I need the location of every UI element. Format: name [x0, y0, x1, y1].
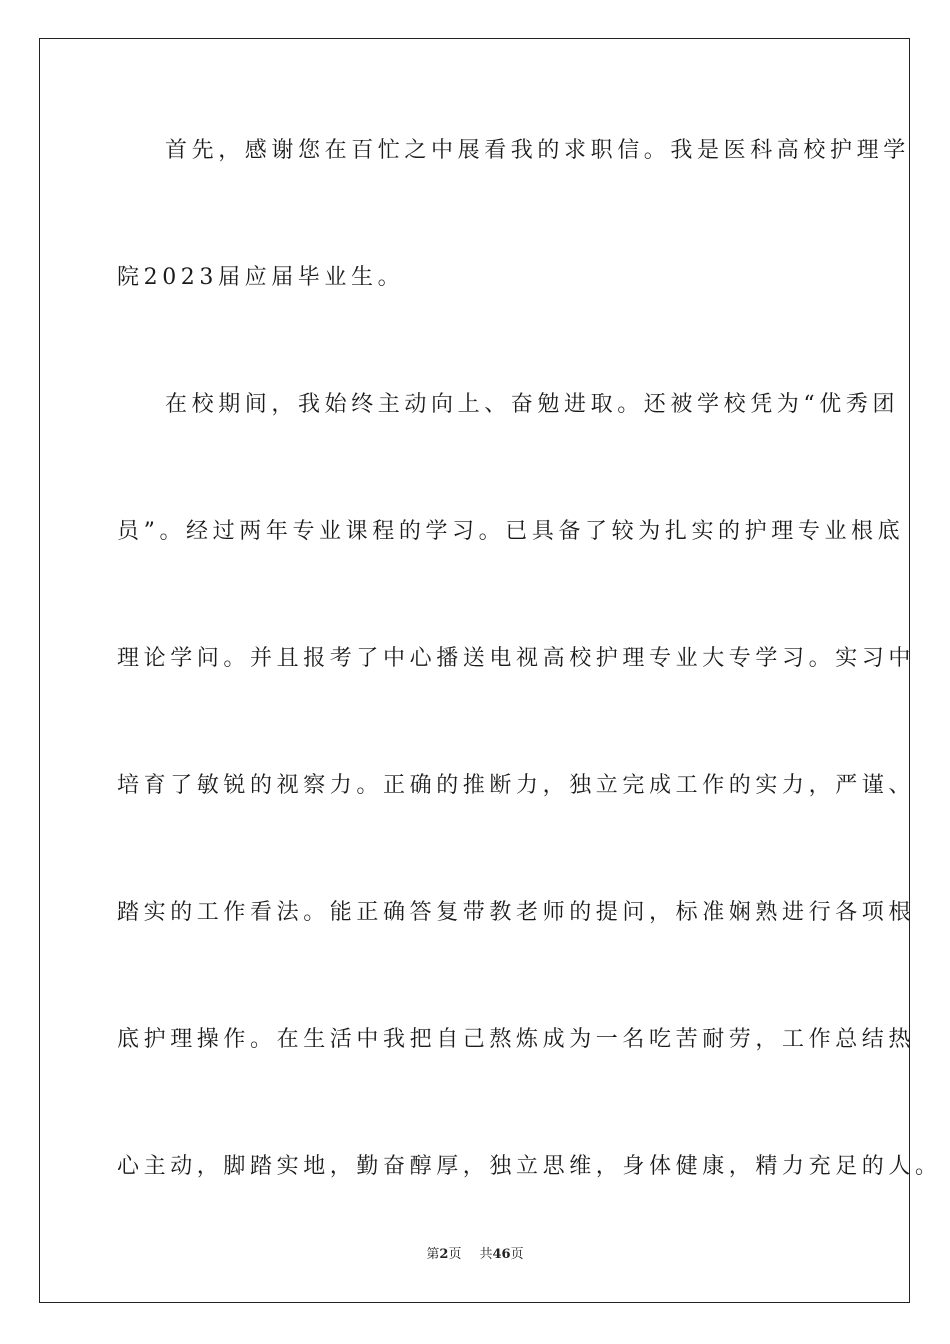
paragraph-line: 理论学问。并且报考了中心播送电视高校护理专业大专学习。实习中 — [117, 646, 916, 671]
paragraph-line: 踏实的工作看法。能正确答复带教老师的提问，标准娴熟进行各项根 — [117, 900, 916, 925]
page-prefix: 第 — [426, 1247, 440, 1262]
paragraph-line: 心主动，脚踏实地，勤奋醇厚，独立思维，身体健康，精力充足的人。 — [117, 1154, 942, 1179]
paragraph-line: 底护理操作。在生活中我把自己熬炼成为一名吃苦耐劳，工作总结热 — [117, 1027, 916, 1052]
total-suffix: 页 — [510, 1247, 524, 1262]
paragraph-line: 院2023届应届毕业生。 — [117, 265, 405, 290]
paragraph-line: 首先，感谢您在百忙之中展看我的求职信。我是医科高校护理学 — [165, 138, 910, 163]
paragraph-line: 员”。经过两年专业课程的学习。已具备了较为扎实的护理专业根底 — [117, 519, 905, 544]
total-prefix: 共 — [479, 1247, 493, 1262]
paragraph-line: 培育了敏锐的视察力。正确的推断力，独立完成工作的实力，严谨、 — [117, 773, 916, 798]
page-footer — [0, 1246, 950, 1264]
paragraph-line: 在校期间，我始终主动向上、奋勉进取。还被学校凭为“优秀团 — [165, 392, 900, 417]
total-pages: 46 — [492, 1247, 511, 1262]
page-number: 2 — [439, 1247, 449, 1262]
page-suffix: 页 — [448, 1247, 462, 1262]
